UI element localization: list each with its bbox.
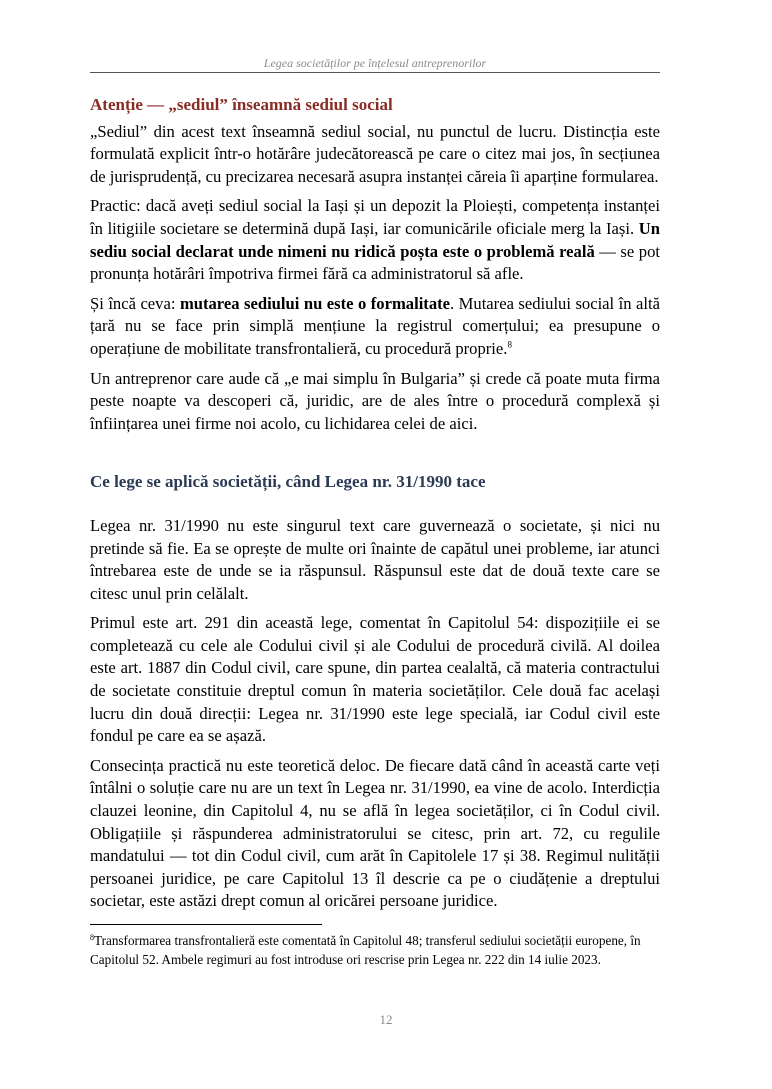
paragraph: Legea nr. 31/1990 nu este singurul text care guvernează o societate, și nici nu pretinde să fie. Ea se oprește de multe ori înainte de capătul unei probleme, iar atunci întrebarea este de unde se ia răspunsul. Răspunsul este dat de două texte care se citesc unul prin celălalt. <box>90 515 660 603</box>
footnote-text: Transformarea transfrontalieră este comentată în Capitolul 48; transferul sediului societății europene, în Capitolul 52. Ambele regimuri au fost introduse ori rescrise prin Legea nr. 222 din 14 iulie 2023. <box>90 933 641 967</box>
emphasis-text: mutarea sediului nu este o formalitate <box>179 293 451 313</box>
paragraph-text: . Mutarea sediului social în altă țară nu se face prin simplă mențiune la registrul comerțului; ea presupune o operațiune de mobilitate transfrontalieră, cu procedură proprie. <box>90 293 660 358</box>
paragraph-text: — se pot pronunța hotărâri împotriva firmei fără ca administratorul să afle. <box>90 241 660 284</box>
paragraph: Primul este art. 291 din această lege, comentat în Capitolul 54: dispozițiile ei se completează cu cele ale Codului civil și ale Codului de procedură civilă. Al doilea este art. 1887 din Codul civil, care spune, din partea cealaltă, că materia contractului de societate constituie dreptul comun în materia societăților. Cele două fac același lucru din două direcții: Legea nr. 31/1990 este lege specială, iar Codul civil este fondul pe care ea se așază. <box>90 613 660 746</box>
running-header: Legea societăților pe înțelesul antreprenorilor <box>263 56 487 70</box>
paragraph: Un antreprenor care aude că „e mai simplu în Bulgaria” și crede că poate muta firma peste noapte va descoperi că, juridic, are de ales între o procedură complexă și înființarea unei firme noi acolo, cu lichidarea celei de aici. <box>90 368 660 433</box>
paragraph <box>90 195 660 285</box>
page-number: 12 <box>379 1012 393 1027</box>
section-heading-sediul: Atenție — „sediul” înseamnă sediul social <box>90 95 393 114</box>
section-heading-lege-aplicabila: Ce lege se aplică societății, când Legea nr. 31/1990 tace <box>90 472 486 492</box>
footnote-marker: 8 <box>90 933 94 942</box>
paragraph: Consecința practică nu este teoretică deloc. De fiecare dată când în această carte veți întâlni o soluție care nu are un text în Legea nr. 31/1990, ea vine de acolo. Interdicția clauzei leonine, din Capitolul 4, nu se află în legea societăților, ci în Codul civil. Obligațiile și răspunderea administratorului se citesc, prin art. 72, cu regulile mandatului — tot din Codul civil, cum arăt în Capitolele 17 și 38. Regimul nulității persoanei juridice, pe care Capitolul 13 îl descrie ca pe o ciudățenie a dreptului societar, este astăzi drept comun al oricărei persoane juridice. <box>90 755 660 911</box>
paragraph: „Sediul” din acest text înseamnă sediul social, nu punctul de lucru. Distincția este formulată explicit într-o hotărâre judecătorească pe care o citez mai jos, în secțiunea de jurisprudență, cu precizarea necesară asupra instanței căreia îi aparține formularea. <box>90 121 660 186</box>
paragraph-text: Practic: dacă aveți sediul social la Iași și un depozit la Ploiești, competența instanței în litigiile societare se determină după Iași, iar comunicările oficiale merg la Iași. <box>90 196 660 238</box>
main-text <box>90 90 660 920</box>
emphasis-text: Un sediu social declarat unde nimeni nu ridică poșta este o problemă reală <box>90 218 660 261</box>
paragraph <box>90 293 660 361</box>
footnote <box>90 931 660 969</box>
header-rule <box>90 72 660 73</box>
footnote-reference[interactable]: 8 <box>507 339 512 350</box>
footnote-rule <box>90 924 322 925</box>
paragraph-text: Și încă ceva: <box>90 293 180 313</box>
